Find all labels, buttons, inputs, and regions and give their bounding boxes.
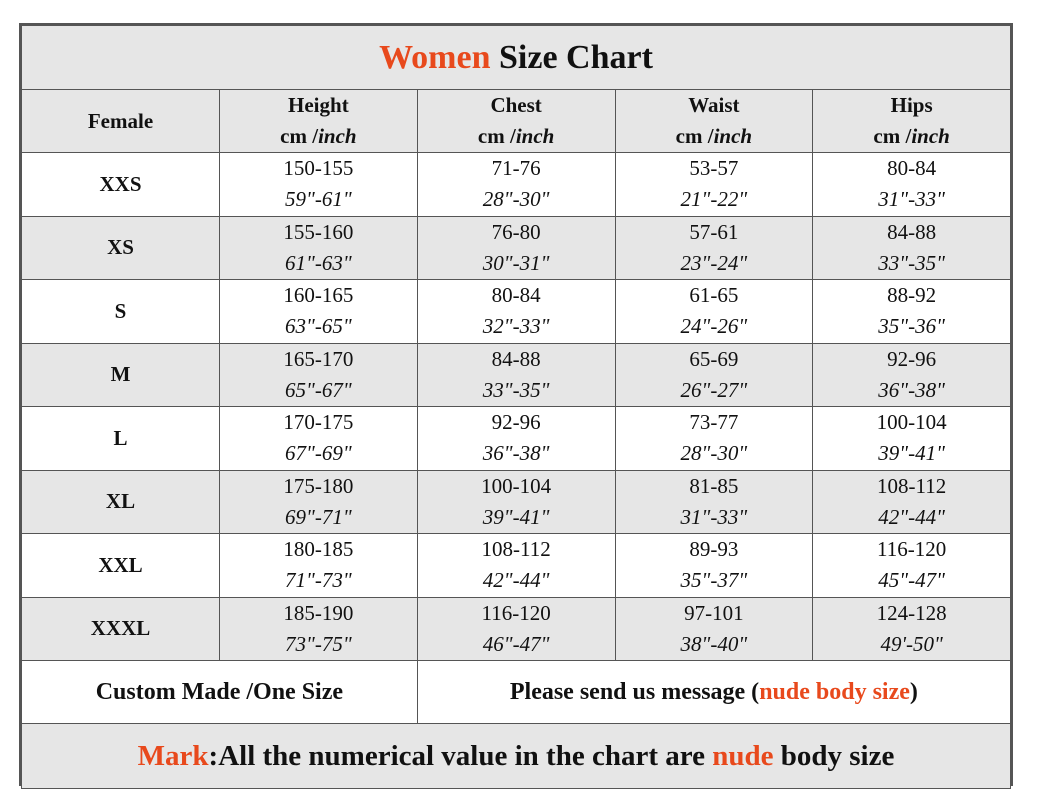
header-hips xyxy=(813,90,1011,153)
chest-inch-value: 32"-33" xyxy=(482,314,550,339)
waist-inch-value: 23"-24" xyxy=(680,250,748,275)
height-cm-value: 155-160 xyxy=(283,219,354,244)
height-inch-value: 61"-63" xyxy=(285,250,352,275)
table-row xyxy=(22,343,1011,407)
chest-cm-value: 116-120 xyxy=(481,600,551,625)
waist-inch-value: 38"-40" xyxy=(680,631,748,656)
header-height xyxy=(220,90,418,153)
size-label: M xyxy=(22,343,220,407)
height-cm-value: 175-180 xyxy=(283,473,354,498)
size-label: XL xyxy=(22,470,220,534)
chest-inch-value: 46"-47" xyxy=(482,631,550,656)
waist-cm-value: 61-65 xyxy=(689,283,739,308)
title-row xyxy=(22,26,1011,90)
chest-inch-value: 33"-35" xyxy=(482,377,550,402)
height-inch-value: 67"-69" xyxy=(285,441,352,466)
height-cm-value: 160-165 xyxy=(283,283,354,308)
chest-cell xyxy=(417,470,615,534)
header-label: Waist xyxy=(688,93,740,117)
hips-cm-value: 92-96 xyxy=(887,346,937,371)
height-cm-value: 165-170 xyxy=(283,346,354,371)
waist-inch-value: 35"-37" xyxy=(680,568,748,593)
hips-cm-value: 84-88 xyxy=(887,219,937,244)
waist-inch-value: 24"-26" xyxy=(680,314,748,339)
title-accent: Women xyxy=(379,38,491,76)
header-label: Height xyxy=(288,93,349,117)
height-cm-value: 150-155 xyxy=(283,156,354,181)
hips-cm-value: 124-128 xyxy=(876,600,947,625)
hips-cell xyxy=(813,470,1011,534)
waist-cm-value: 57-61 xyxy=(689,219,739,244)
waist-cell xyxy=(615,407,813,471)
hips-cell xyxy=(813,534,1011,598)
hips-cell xyxy=(813,343,1011,407)
chest-cm-value: 92-96 xyxy=(491,410,541,435)
waist-inch-value: 31"-33" xyxy=(680,504,748,529)
chest-cell xyxy=(417,153,615,217)
chest-cell xyxy=(417,534,615,598)
size-label: L xyxy=(22,407,220,471)
chest-cell xyxy=(417,280,615,344)
height-cell xyxy=(220,153,418,217)
waist-inch-value: 26"-27" xyxy=(680,377,748,402)
waist-inch-value: 21"-22" xyxy=(680,187,748,212)
height-cell xyxy=(220,470,418,534)
size-chart xyxy=(19,23,1013,786)
hips-cm-value: 116-120 xyxy=(877,537,947,562)
header-chest xyxy=(417,90,615,153)
waist-cm-value: 73-77 xyxy=(689,410,739,435)
size-label: XXL xyxy=(22,534,220,598)
header-unit-cm: cm / xyxy=(675,124,714,148)
hips-inch-value: 31"-33" xyxy=(878,187,945,212)
mark-note xyxy=(22,724,1011,789)
hips-cm-value: 80-84 xyxy=(887,156,937,181)
header-label: Female xyxy=(87,108,154,133)
waist-cell xyxy=(615,534,813,598)
header-unit-inch: inch xyxy=(911,124,950,148)
table-row xyxy=(22,597,1011,661)
chest-cell xyxy=(417,343,615,407)
mark-row xyxy=(22,724,1011,789)
header-unit-inch: inch xyxy=(713,124,753,148)
height-cell xyxy=(220,534,418,598)
header-unit-cm: cm / xyxy=(280,124,319,148)
chest-inch-value: 36"-38" xyxy=(482,441,550,466)
height-cell xyxy=(220,343,418,407)
hips-inch-value: 49'-50" xyxy=(880,631,943,656)
hips-cell xyxy=(813,280,1011,344)
table-row xyxy=(22,280,1011,344)
hips-inch-value: 39"-41" xyxy=(878,441,945,466)
table-row xyxy=(22,216,1011,280)
hips-inch-value: 36"-38" xyxy=(878,377,945,402)
chest-cm-value: 100-104 xyxy=(481,473,552,498)
height-cell xyxy=(220,597,418,661)
hips-cell xyxy=(813,597,1011,661)
custom-message xyxy=(417,661,1010,724)
hips-cm-value: 88-92 xyxy=(887,283,937,308)
hips-cell xyxy=(813,153,1011,217)
size-label: XS xyxy=(22,216,220,280)
chest-cell xyxy=(417,216,615,280)
hips-cell xyxy=(813,216,1011,280)
size-label: S xyxy=(22,280,220,344)
mark-text: :All the numerical value in the chart are xyxy=(208,739,713,772)
waist-cm-value: 53-57 xyxy=(689,156,739,181)
chest-cm-value: 76-80 xyxy=(491,219,541,244)
custom-label: Custom Made /One Size xyxy=(22,661,418,724)
hips-inch-value: 33"-35" xyxy=(878,250,945,275)
mark-text-end: body size xyxy=(773,739,895,772)
height-inch-value: 65"-67" xyxy=(285,377,352,402)
custom-message-text: Please send us message ( xyxy=(509,678,760,705)
chest-cm-value: 80-84 xyxy=(491,283,541,308)
waist-cell xyxy=(615,280,813,344)
size-label: XXXL xyxy=(22,597,220,661)
waist-cm-value: 65-69 xyxy=(689,346,739,371)
header-unit-inch: inch xyxy=(515,124,555,148)
waist-cell xyxy=(615,343,813,407)
height-cm-value: 185-190 xyxy=(283,600,354,625)
chest-cm-value: 84-88 xyxy=(491,346,541,371)
height-cell xyxy=(220,216,418,280)
hips-inch-value: 35"-36" xyxy=(878,314,945,339)
height-inch-value: 71"-73" xyxy=(285,568,352,593)
table-row xyxy=(22,153,1011,217)
height-inch-value: 73"-75" xyxy=(285,631,352,656)
header-unit-cm: cm / xyxy=(873,124,912,148)
waist-cm-value: 81-85 xyxy=(689,473,739,498)
header-unit-cm: cm / xyxy=(477,124,516,148)
waist-cell xyxy=(615,597,813,661)
header-label: Chest xyxy=(490,93,542,117)
height-cell xyxy=(220,407,418,471)
header-waist xyxy=(615,90,813,153)
waist-cell xyxy=(615,216,813,280)
chest-cm-value: 71-76 xyxy=(491,156,541,181)
height-cm-value: 170-175 xyxy=(283,410,354,435)
waist-cell xyxy=(615,153,813,217)
chest-inch-value: 30"-31" xyxy=(482,250,550,275)
chest-inch-value: 28"-30" xyxy=(482,187,550,212)
waist-cm-value: 97-101 xyxy=(684,600,744,625)
waist-cell xyxy=(615,470,813,534)
height-inch-value: 63"-65" xyxy=(285,314,352,339)
height-cell xyxy=(220,280,418,344)
custom-row xyxy=(22,661,1011,724)
hips-inch-value: 45"-47" xyxy=(878,568,945,593)
hips-cm-value: 100-104 xyxy=(876,410,947,435)
size-chart-table xyxy=(21,25,1011,789)
size-label: XXS xyxy=(22,153,220,217)
chest-inch-value: 42"-44" xyxy=(482,568,550,593)
header-unit-inch: inch xyxy=(318,124,357,148)
custom-message-close: ) xyxy=(909,678,918,705)
waist-cm-value: 89-93 xyxy=(689,537,739,562)
chart-title xyxy=(22,26,1011,90)
hips-inch-value: 42"-44" xyxy=(878,504,945,529)
height-inch-value: 69"-71" xyxy=(285,504,352,529)
hips-cm-value: 108-112 xyxy=(877,473,947,498)
header-label: Hips xyxy=(890,93,933,117)
hips-cell xyxy=(813,407,1011,471)
mark-accent: nude xyxy=(712,739,774,772)
waist-inch-value: 28"-30" xyxy=(680,441,748,466)
title-rest: Size Chart xyxy=(490,38,653,76)
chest-cell xyxy=(417,407,615,471)
table-row xyxy=(22,470,1011,534)
custom-message-accent: nude body size xyxy=(759,678,910,705)
chest-inch-value: 39"-41" xyxy=(482,504,550,529)
header-female xyxy=(22,90,220,153)
height-cm-value: 180-185 xyxy=(283,537,354,562)
table-row xyxy=(22,407,1011,471)
header-row xyxy=(22,90,1011,153)
height-inch-value: 59"-61" xyxy=(285,187,352,212)
chest-cm-value: 108-112 xyxy=(481,537,551,562)
chest-cell xyxy=(417,597,615,661)
mark-prefix: Mark xyxy=(137,739,209,772)
table-row xyxy=(22,534,1011,598)
